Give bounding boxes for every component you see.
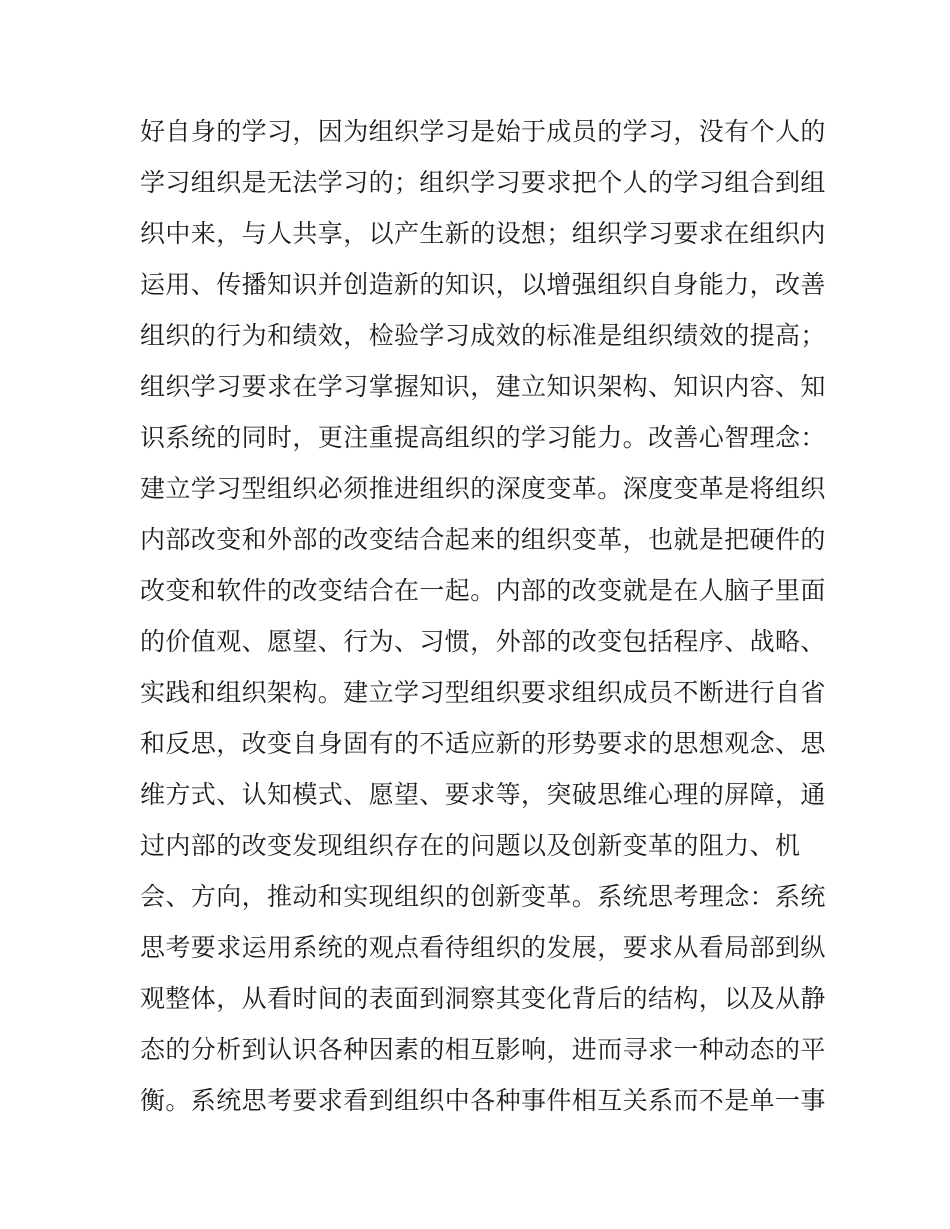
text-line: 好自身的学习，因为组织学习是始于成员的学习，没有个人的 bbox=[140, 117, 826, 146]
text-line: 会、方向，推动和实现组织的创新变革。系统思考理念：系统 bbox=[140, 882, 826, 911]
text-line: 的价值观、愿望、行为、习惯，外部的改变包括程序、战略、 bbox=[140, 627, 826, 656]
text-line: 观整体，从看时间的表面到洞察其变化背后的结构，以及从静 bbox=[140, 984, 826, 1013]
text-line: 态的分析到认识各种因素的相互影响，进而寻求一种动态的平 bbox=[140, 1035, 826, 1064]
text-line: 运用、传播知识并创造新的知识，以增强组织自身能力，改善 bbox=[140, 270, 826, 299]
text-line: 维方式、认知模式、愿望、要求等，突破思维心理的屏障，通 bbox=[140, 780, 826, 809]
text-line: 思考要求运用系统的观点看待组织的发展，要求从看局部到纵 bbox=[140, 933, 826, 962]
body-text bbox=[140, 106, 826, 1126]
text-line: 实践和组织架构。建立学习型组织要求组织成员不断进行自省 bbox=[140, 678, 826, 707]
text-line: 改变和软件的改变结合在一起。内部的改变就是在人脑子里面 bbox=[140, 576, 826, 605]
text-line: 学习组织是无法学习的；组织学习要求把个人的学习组合到组 bbox=[140, 168, 826, 197]
text-line: 过内部的改变发现组织存在的问题以及创新变革的阻力、机 bbox=[140, 831, 801, 860]
text-line: 衡。系统思考要求看到组织中各种事件相互关系而不是单一事 bbox=[140, 1086, 826, 1115]
text-line: 组织学习要求在学习掌握知识，建立知识架构、知识内容、知 bbox=[140, 372, 826, 401]
text-line: 组织的行为和绩效，检验学习成效的标准是组织绩效的提高； bbox=[140, 321, 826, 350]
text-line: 建立学习型组织必须推进组织的深度变革。深度变革是将组织 bbox=[140, 474, 826, 503]
text-line: 和反思，改变自身固有的不适应新的形势要求的思想观念、思 bbox=[140, 729, 826, 758]
text-line: 内部改变和外部的改变结合起来的组织变革，也就是把硬件的 bbox=[140, 525, 826, 554]
text-line: 织中来，与人共享，以产生新的设想；组织学习要求在组织内 bbox=[140, 219, 826, 248]
text-line: 识系统的同时，更注重提高组织的学习能力。改善心智理念： bbox=[140, 423, 826, 452]
